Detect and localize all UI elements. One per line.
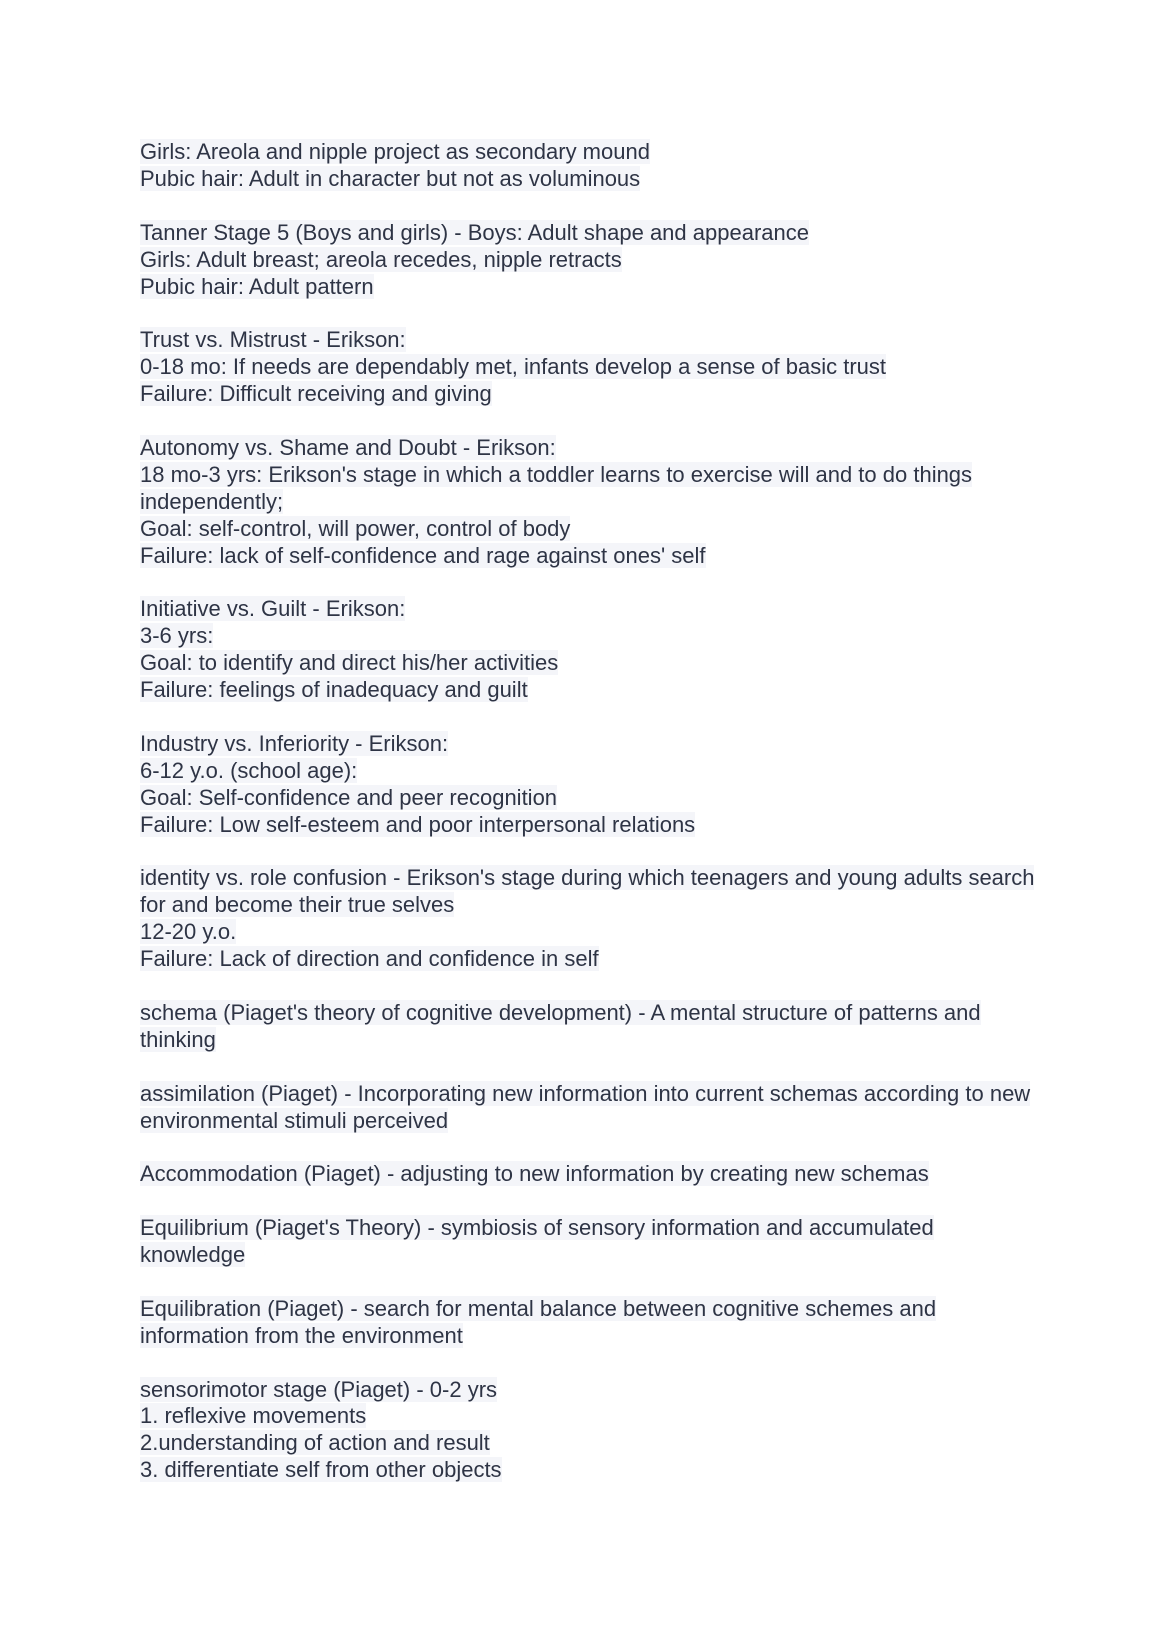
text-block — [140, 1081, 1040, 1135]
text-line-content: Goal: self-control, will power, control of body — [140, 515, 571, 541]
text-line-content: Goal: to identify and direct his/her activities — [140, 650, 559, 676]
text-line — [140, 543, 1040, 570]
text-line — [140, 677, 1040, 704]
text-line-content: 1. reflexive movements — [140, 1403, 367, 1429]
text-line-content: Initiative vs. Guilt - Erikson: — [140, 596, 406, 622]
text-line-content: Failure: Lack of direction and confidence in self — [140, 946, 599, 972]
text-line — [140, 462, 1040, 516]
text-block — [140, 865, 1040, 973]
text-line — [140, 1403, 1040, 1430]
document-page — [140, 139, 1040, 1511]
text-line — [140, 865, 1040, 919]
text-line — [140, 785, 1040, 812]
text-line — [140, 1377, 1040, 1404]
text-line — [140, 758, 1040, 785]
text-line — [140, 166, 1040, 193]
text-line-content: Failure: Low self-esteem and poor interpersonal relations — [140, 811, 696, 837]
text-block — [140, 139, 1040, 193]
text-block — [140, 435, 1040, 570]
text-line-content: Goal: Self-confidence and peer recognition — [140, 784, 558, 810]
text-line — [140, 1081, 1040, 1135]
text-line — [140, 247, 1040, 274]
text-line — [140, 516, 1040, 543]
text-line-content: Autonomy vs. Shame and Doubt - Erikson: — [140, 434, 556, 460]
text-line — [140, 1296, 1040, 1350]
text-line-content: Equilibrium (Piaget's Theory) - symbiosis of sensory information and accumulated knowledge — [140, 1215, 934, 1267]
text-block — [140, 1000, 1040, 1054]
text-block — [140, 1296, 1040, 1350]
text-block — [140, 596, 1040, 704]
text-block — [140, 327, 1040, 408]
text-line — [140, 1457, 1040, 1484]
text-line — [140, 650, 1040, 677]
text-line — [140, 731, 1040, 758]
text-line — [140, 1430, 1040, 1457]
text-line-content: assimilation (Piaget) - Incorporating new information into current schemas according to new environmental stimuli perceived — [140, 1080, 1031, 1133]
text-block — [140, 1377, 1040, 1485]
text-block — [140, 731, 1040, 839]
text-line-content: sensorimotor stage (Piaget) - 0-2 yrs — [140, 1376, 498, 1402]
text-line-content: 6-12 y.o. (school age): — [140, 757, 358, 783]
text-line-content: 2.understanding of action and result — [140, 1430, 490, 1456]
text-line-content: Equilibration (Piaget) - search for mental balance between cognitive schemes and information from the environment — [140, 1295, 937, 1348]
text-line-content: Pubic hair: Adult in character but not as voluminous — [140, 165, 641, 191]
text-line — [140, 139, 1040, 166]
text-line-content: Industry vs. Inferiority - Erikson: — [140, 730, 449, 756]
text-line — [140, 1215, 1040, 1269]
text-block — [140, 1161, 1040, 1188]
text-line — [140, 812, 1040, 839]
text-line — [140, 327, 1040, 354]
text-line — [140, 220, 1040, 247]
text-line-content: Pubic hair: Adult pattern — [140, 273, 374, 299]
text-line — [140, 596, 1040, 623]
text-line-content: 18 mo-3 yrs: Erikson's stage in which a toddler learns to exercise will and to do things independently; — [140, 461, 973, 514]
text-line — [140, 1161, 1040, 1188]
text-line-content: 0-18 mo: If needs are dependably met, infants develop a sense of basic trust — [140, 354, 887, 380]
text-line — [140, 435, 1040, 462]
text-line — [140, 381, 1040, 408]
text-line-content: Failure: lack of self-confidence and rage against ones' self — [140, 542, 706, 568]
text-line-content: Girls: Areola and nipple project as secondary mound — [140, 139, 650, 164]
text-line-content: Girls: Adult breast; areola recedes, nipple retracts — [140, 246, 622, 272]
text-line-content: Tanner Stage 5 (Boys and girls) - Boys: Adult shape and appearance — [140, 219, 809, 245]
text-line — [140, 919, 1040, 946]
text-line-content: Failure: Difficult receiving and giving — [140, 381, 492, 407]
text-line — [140, 623, 1040, 650]
text-line-content: Failure: feelings of inadequacy and guilt — [140, 677, 528, 703]
text-line-content: Accommodation (Piaget) - adjusting to new information by creating new schemas — [140, 1161, 929, 1187]
text-block — [140, 220, 1040, 301]
text-line — [140, 946, 1040, 973]
text-line — [140, 354, 1040, 381]
text-line-content: 3. differentiate self from other objects — [140, 1457, 502, 1483]
text-block — [140, 1215, 1040, 1269]
text-line-content: schema (Piaget's theory of cognitive development) - A mental structure of patterns and thinking — [140, 999, 981, 1052]
text-line-content: 3-6 yrs: — [140, 623, 214, 649]
text-line-content: identity vs. role confusion - Erikson's stage during which teenagers and young adults search for and become their true selves — [140, 865, 1035, 918]
text-line — [140, 1000, 1040, 1054]
text-line-content: 12-20 y.o. — [140, 919, 237, 945]
text-line-content: Trust vs. Mistrust - Erikson: — [140, 327, 406, 353]
text-line — [140, 274, 1040, 301]
